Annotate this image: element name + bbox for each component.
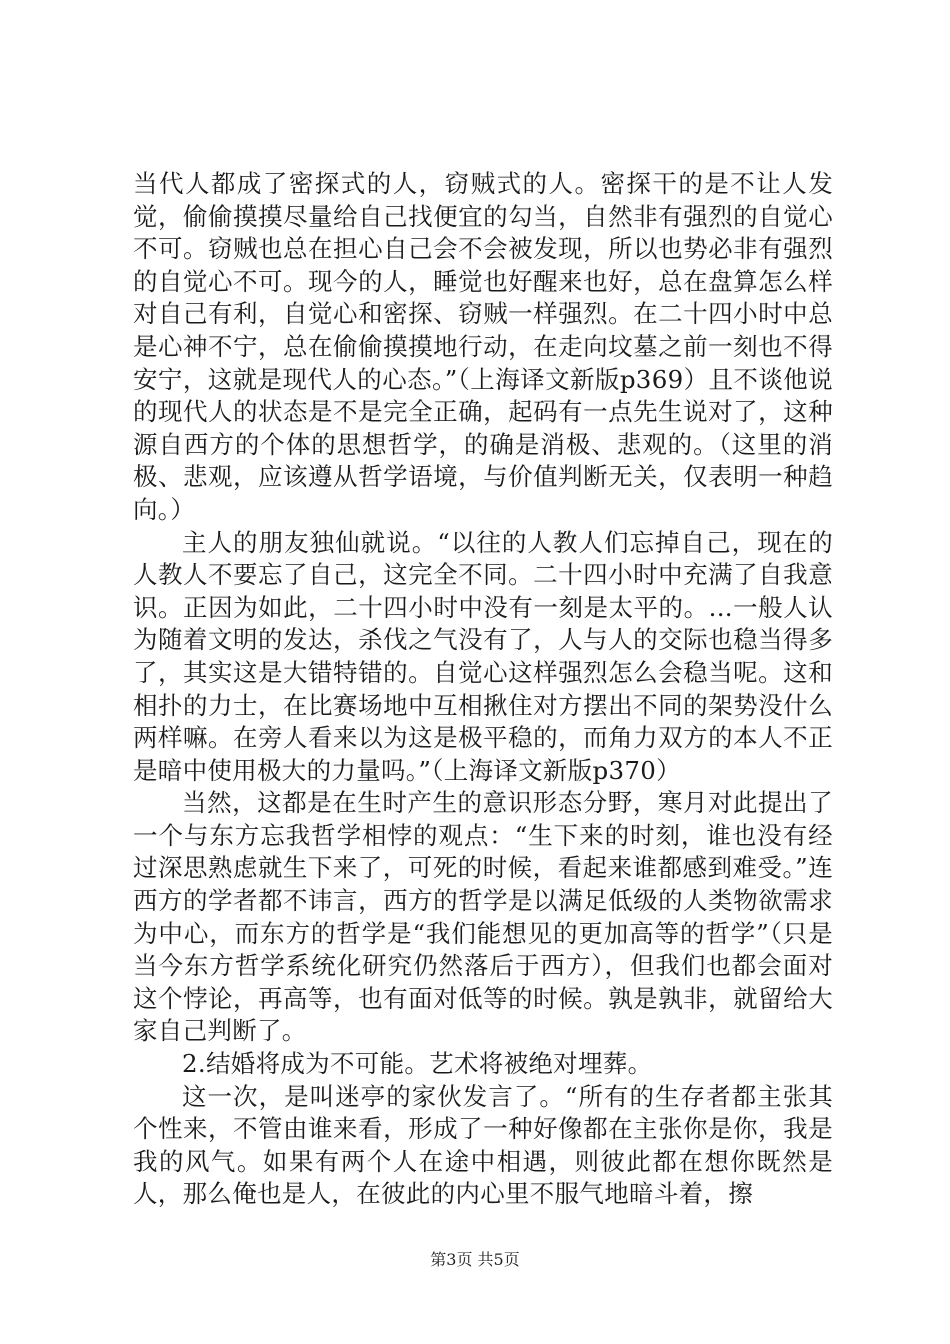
- section-heading: 2.结婚将成为不可能。艺术将被绝对埋葬。: [182, 1049, 653, 1079]
- page-number-footer: 第3页 共5页: [430, 1250, 520, 1269]
- paragraph-3: 当然，这都是在生时产生的意识形态分野，寒月对此提出了一个与东方忘我哲学相悖的观点：“生下来的时刻，谁也没有经过深思熟虑就生下来了，可死的时候，看起来谁都感到难受。”连西方的学者都不讳言，西方的哲学是以满足低级的人类物欲需求为中心，而东方的哲学是“我们能想见的更加高等的哲学”（只是当今东方哲学系统化研究仍然落后于西方），但我们也都会面对这个悖论，再高等，也有面对低等的时候。孰是孰非，就留给大家自己判断了。: [133, 788, 833, 1046]
- paragraph-1: 当代人都成了密探式的人，窃贼式的人。密探干的是不让人发觉，偷偷摸摸尽量给自己找便宜的勾当，自然非有强烈的自觉心不可。窃贼也总在担心自己会不会被发现，所以也势必非有强烈的自觉心不可。现今的人，睡觉也好醒来也好，总在盘算怎么样对自己有利，自觉心和密探、窃贼一样强烈。在二十四小时中总是心神不宁，总在偷偷摸摸地行动，在走向坟墓之前一刻也不得安宁，这就是现代人的心态。”（上海译文新版p369）且不谈他说的现代人的状态是不是完全正确，起码有一点先生说对了，这种源自西方的个体的思想哲学，的确是消极、悲观的。（这里的消极、悲观，应该遵从哲学语境，与价值判断无关，仅表明一种趋向。）: [133, 169, 833, 524]
- document-body: [133, 168, 833, 1211]
- paragraph-4: 这一次，是叫迷亭的家伙发言了。“所有的生存者都主张其个性来，不管由谁来看，形成了一种好像都在主张你是你，我是我的风气。如果有两个人在途中相遇，则彼此都在想你既然是人，那么俺也是人，在彼此的内心里不服气地暗斗着，擦: [133, 1081, 833, 1209]
- paragraph-2: 主人的朋友独仙就说。“以往的人教人们忘掉自己，现在的人教人不要忘了自己，这完全不同。二十四小时中充满了自我意识。正因为如此，二十四小时中没有一刻是太平的。...一般人认为随着文明的发达，杀伐之气没有了，人与人的交际也稳当得多了，其实这是大错特错的。自觉心这样强烈怎么会稳当呢。这和相扑的力士，在比赛场地中互相揪住对方摆出不同的架势没什么两样嘛。在旁人看来以为这是极平稳的，而角力双方的本人不正是暗中使用极大的力量吗。”（上海译文新版p370）: [133, 527, 833, 785]
